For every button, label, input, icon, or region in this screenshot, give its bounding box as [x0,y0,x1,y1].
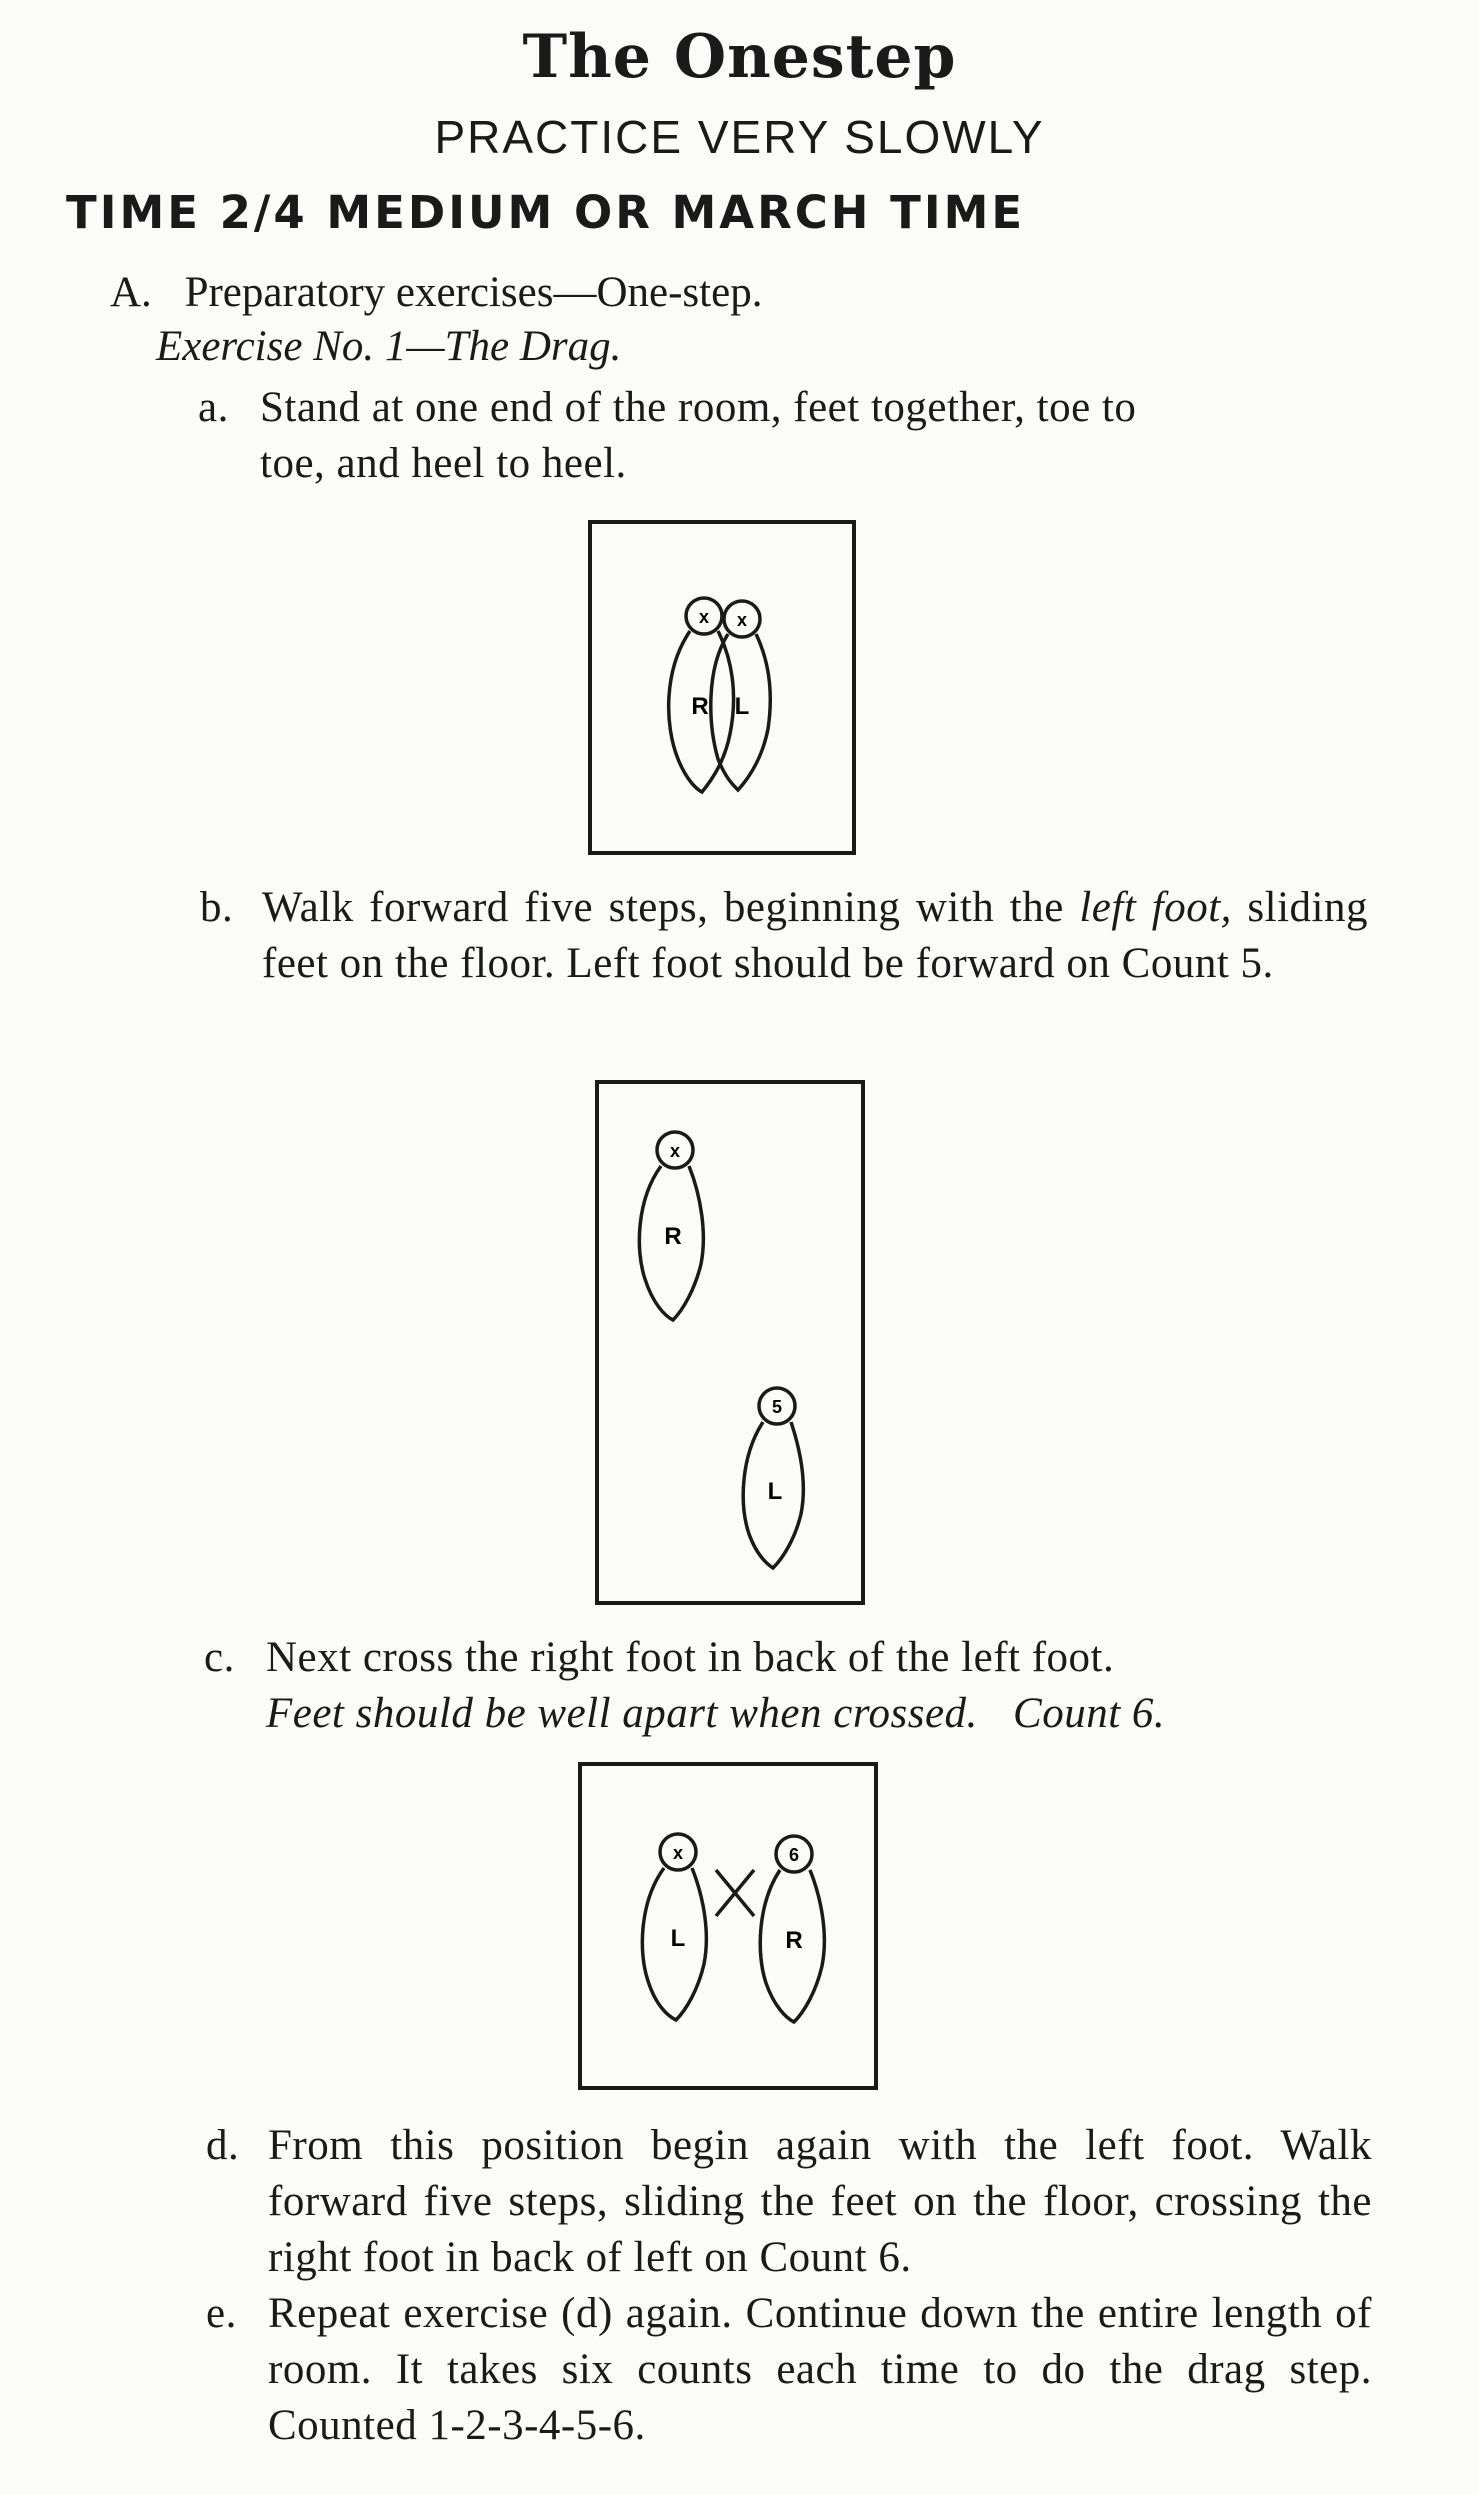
step-a-marker: a. [198,384,229,431]
step-c-italic2: Count 6. [1013,1690,1166,1737]
step-a-line2: toe, and heel to heel. [260,440,627,487]
feet-together-drawing [592,524,852,851]
section-a-marker: A. [110,269,152,316]
step-c-line1: Next cross the right foot in back of the left foot. [266,1634,1115,1681]
step-c-marker: c. [204,1634,235,1681]
step-e-text: Repeat exercise (d) again. Continue down the entire length of room. It takes six counts each time to do the drag step. Counted 1-2-3-4-5-6. [268,2290,1372,2449]
section-a-text: Preparatory exercises—One-step. [184,269,763,316]
fig1-left-label: R [691,693,709,720]
step-c-italic1: Feet should be well apart when crossed. [266,1690,978,1737]
fig1-left-toe: x [698,607,710,627]
subtitle: PRACTICE VERY SLOWLY [434,111,1045,163]
fig3-right-label: R [785,1927,803,1954]
fig3-left-toe: x [672,1843,684,1863]
five-steps-drawing [599,1084,861,1601]
step-c [204,1630,1370,1742]
fig2-bottom-label: L [767,1478,783,1505]
step-b-marker: b. [200,884,234,931]
time-heading: TIME 2/4 MEDIUM OR MARCH TIME [66,186,1026,239]
step-d-marker: d. [206,2122,240,2169]
fig3-left-label: L [670,1925,686,1952]
fig1-right-toe: x [736,610,748,630]
fig3-right-toe: 6 [788,1845,800,1865]
figure-five-steps [595,1080,865,1605]
fig2-top-toe: x [669,1141,681,1161]
step-d [206,2118,1372,2286]
step-e [206,2286,1372,2454]
section-a [110,268,762,317]
step-d-text: From this position begin again with the left foot. Walk forward five steps, sliding the feet on the floor, crossing the right foot in back of left on Count 6. [268,2122,1372,2281]
step-a-line1: Stand at one end of the room, feet together, toe to [260,384,1137,431]
step-e-marker: e. [206,2290,237,2337]
crossed-feet-drawing [582,1766,874,2086]
fig1-right-label: L [734,693,750,720]
step-a [198,380,1368,492]
exercise-title: Exercise No. 1—The Drag. [156,323,622,370]
step-b-part1: Walk forward five steps, beginning with the [262,884,1064,931]
step-b [200,880,1368,992]
figure-crossed-feet [578,1762,878,2090]
step-b-italic: left foot, [1079,884,1232,931]
fig2-top-label: R [664,1223,682,1250]
page-title: The Onestep [522,22,957,92]
step-b-part2: sliding feet on the floor. Left foot should be forward on Count 5. [262,884,1368,987]
figure-feet-together [588,520,856,855]
fig2-bottom-toe: 5 [771,1397,783,1417]
